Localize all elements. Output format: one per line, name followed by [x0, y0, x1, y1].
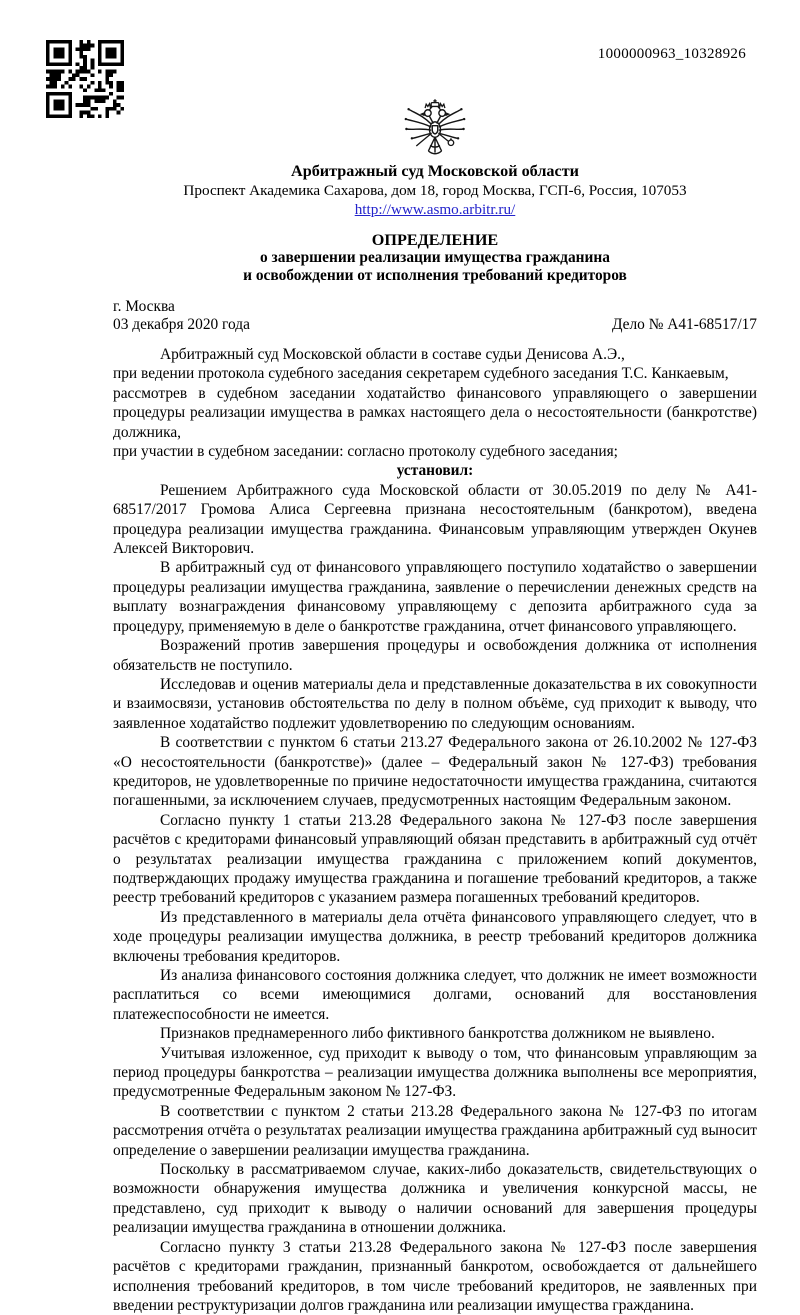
paragraph: В соответствии с пунктом 6 статьи 213.27 Федерального закона от 26.10.2002 № 127-ФЗ «О несостоятельности (банкротстве)» (далее – Федеральный закон № 127-ФЗ) требования кредиторов, не удовлетворенные по причине недостаточности имущества гражданина, считаются погашенными, за исключением случаев, предусмотренных настоящим Федеральным законом.: [113, 734, 757, 810]
resolution-heading: установил:: [396, 462, 474, 480]
document-registration-number: 1000000963_10328926: [597, 46, 746, 62]
document-type-title: ОПРЕДЕЛЕНИЕ: [371, 231, 499, 249]
paragraph: Поскольку в рассматриваемом случае, каких-либо доказательств, свидетельствующих о возможности обнаружения имущества должника и увеличения конкурсной массы, не представлено, суд приходит к выводу о наличии оснований для завершения процедуры реализации имущества гражданина в отношении должника.: [113, 1161, 757, 1237]
city-label: г. Москва: [113, 298, 175, 315]
paragraph: Признаков преднамеренного либо фиктивного банкротства должником не выявлено.: [160, 1025, 715, 1043]
document-subtitle-line2: и освобождении от исполнения требований кредиторов: [243, 267, 627, 284]
document-content: [113, 98, 757, 1315]
court-url-link[interactable]: http://www.asmo.arbitr.ru/: [354, 201, 516, 218]
paragraph: Из анализа финансового состояния должника следует, что должник не имеет возможности расплатиться со всеми имеющимися долгами, оснований для восстановления платежеспособности не имеется.: [113, 967, 757, 1023]
paragraph: Возражений против завершения процедуры и освобождения должника от исполнения обязательств не поступило.: [113, 637, 757, 674]
paragraph: В арбитражный суд от финансового управляющего поступило ходатайство о завершении процедуры реализации имущества гражданина, заявление о перечислении денежных средств на выплату вознаграждения финансовому управляющему с депозита арбитражного суда за процедуру, применяемую в деле о банкротстве гражданина, отчет финансового управляющего.: [113, 559, 757, 635]
preamble: [113, 345, 757, 461]
paragraph: Из представленного в материалы дела отчёта финансового управляющего следует, что в ходе процедуры реализации имущества должника, в реестр требований кредиторов должника включены требования кредиторов.: [113, 908, 757, 965]
paragraph: Согласно пункту 1 статьи 213.28 Федерального закона № 127-ФЗ после завершения расчётов с кредиторами финансовый управляющий обязан представить в арбитражный суд отчёт о результатах реализации имущества гражданина с приложением копий документов, подтверждающих продажу имущества гражданина и погашение требований кредиторов, а также реестр требований кредиторов с указанием размера погашенных требований кредиторов.: [113, 811, 757, 907]
preamble-line: при ведении протокола судебного заседания секретарем судебного заседания Т.С. Канкаевым,: [113, 365, 729, 383]
court-name: Арбитражный суд Московской области: [291, 162, 579, 180]
date-case-row: [113, 316, 757, 334]
case-number: Дело № А41-68517/17: [611, 316, 757, 333]
document-subtitle-line1: о завершении реализации имущества гражданина: [260, 249, 610, 266]
russian-coat-of-arms-icon: [402, 98, 468, 160]
document-date: 03 декабря 2020 года: [113, 316, 250, 333]
preamble-line: рассмотрев в судебном заседании ходатайство финансового управляющего о завершении процедуры реализации имущества в рамках настоящего дела о несостоятельности (банкротстве) должника,: [113, 384, 757, 441]
preamble-line: Арбитражный суд Московской области в составе судьи Денисова А.Э.,: [160, 346, 625, 363]
paragraph: Согласно пункту 3 статьи 213.28 Федерального закона № 127-ФЗ после завершения расчётов с кредиторами гражданин, признанный банкротом, освобождается от дальнейшего исполнения требований кредиторов, в том числе требований кредиторов, не заявленных при введении реструктуризации долгов гражданина или реализации имущества гражданина.: [113, 1238, 757, 1314]
body-paragraphs: [113, 481, 757, 1315]
paragraph: Учитывая изложенное, суд приходит к выводу о том, что финансовым управляющим за период процедуры банкротства – реализации имущества должника выполнены все мероприятия, предусмотренные Федеральным законом № 127-ФЗ.: [113, 1044, 757, 1101]
preamble-line: при участии в судебном заседании: согласно протоколу судебного заседания;: [113, 443, 618, 461]
paragraph: В соответствии с пунктом 2 статьи 213.28 Федерального закона № 127-ФЗ по итогам рассмотрения отчёта о результатах реализации имущества гражданина арбитражный суд выносит определение о завершении реализации имущества гражданина.: [113, 1102, 757, 1159]
paragraph: Исследовав и оценив материалы дела и представленные доказательства в их совокупности и взаимосвязи, установив обстоятельства по делу в полном объёме, суд приходит к выводу, что заявленное ходатайство подлежит удовлетворению по следующим основаниям.: [113, 675, 757, 732]
paragraph: Решением Арбитражного суда Московской области от 30.05.2019 по делу № А41-68517/2017 Громова Алиса Сергеевна признана несостоятельным (банкротом), введена процедура реализации имущества гражданина. Финансовым управляющим утвержден Окунев Алексей Викторович.: [113, 481, 757, 558]
court-address: Проспект Академика Сахарова, дом 18, город Москва, ГСП-6, Россия, 107053: [183, 182, 687, 199]
